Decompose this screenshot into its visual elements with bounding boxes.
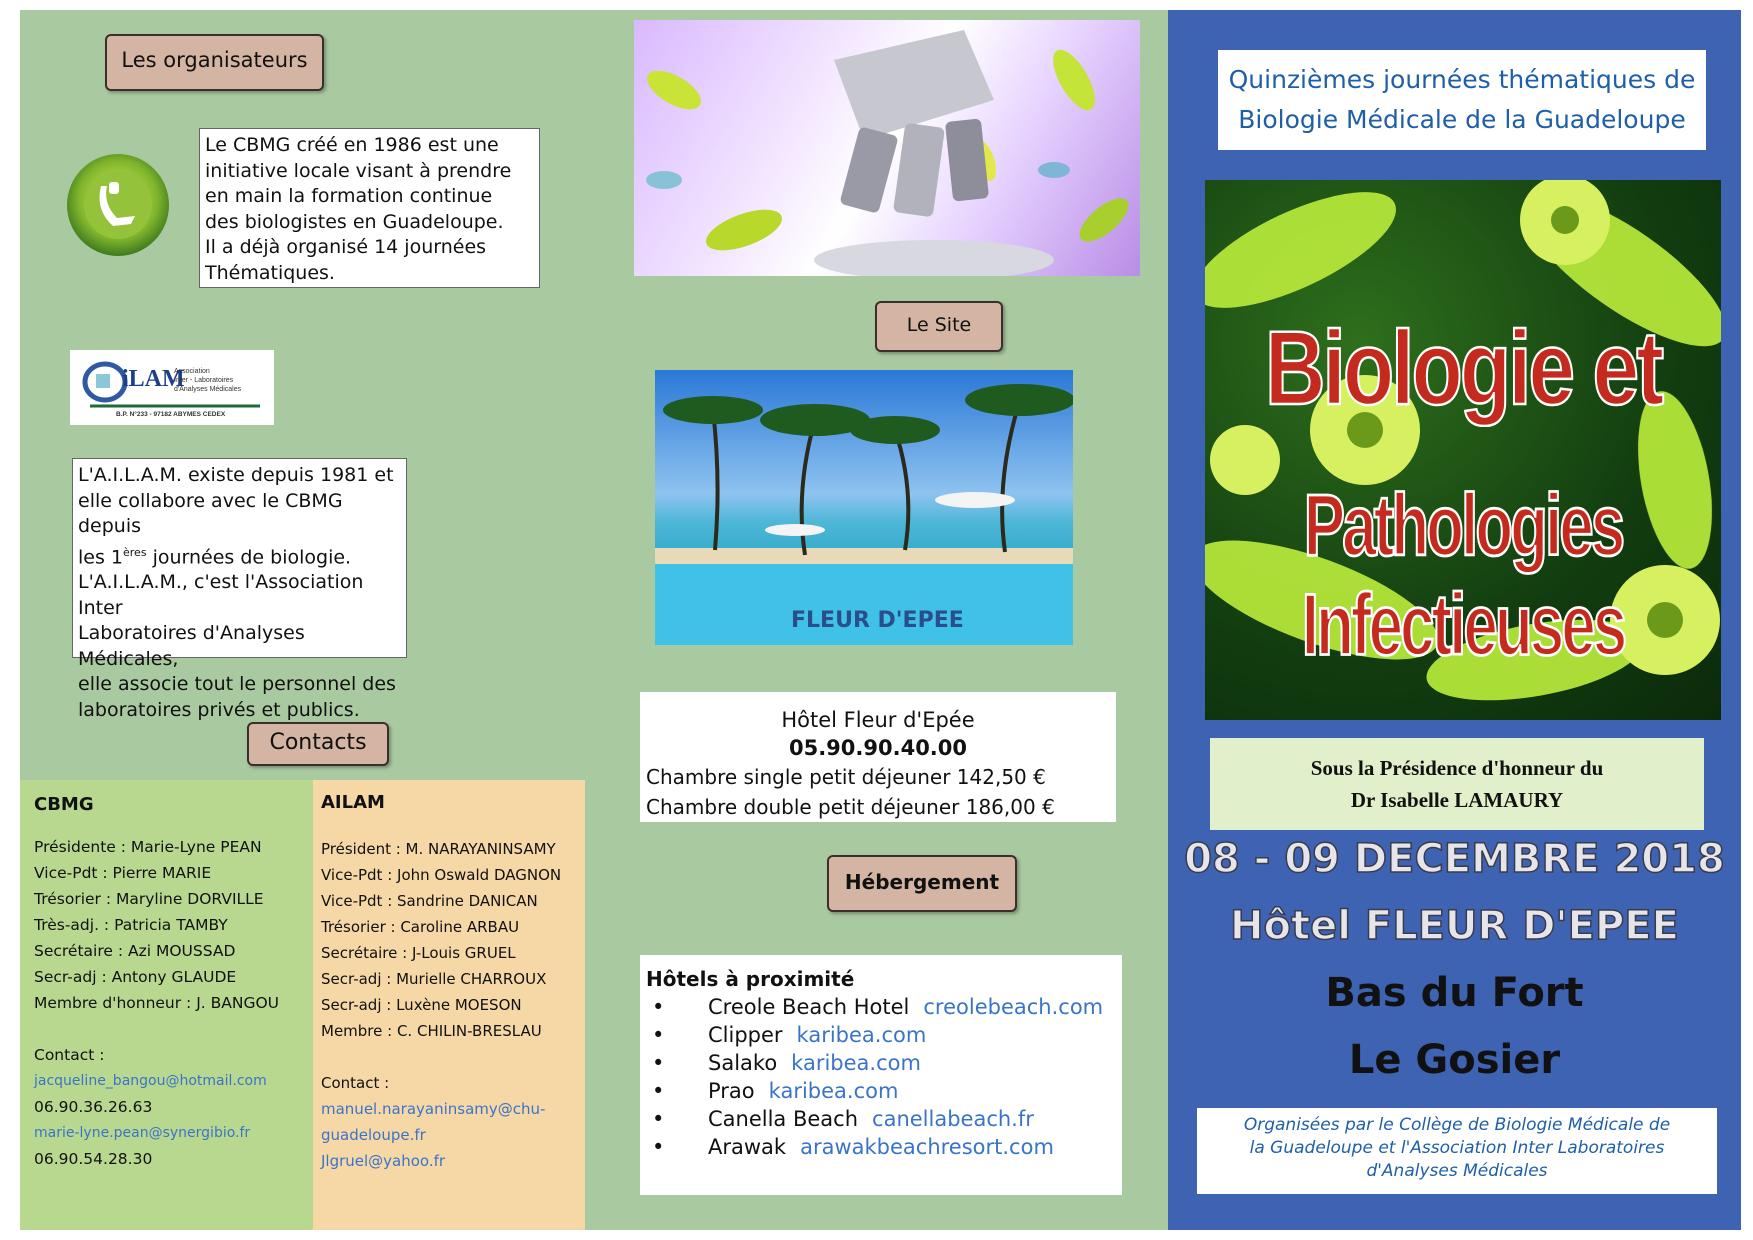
- email-link[interactable]: manuel.narayaninsamy@chu-: [321, 1100, 546, 1118]
- organisers-note-line: Organisées par le Collège de Biologie Médicale de: [1243, 1115, 1671, 1135]
- member-line: Secr-adj : Luxène MOESON: [321, 996, 522, 1014]
- email-link[interactable]: Jlgruel@yahoo.fr: [321, 1152, 446, 1170]
- bacteria-image: [1205, 180, 1721, 720]
- cbmg-description: [199, 128, 540, 288]
- ailam-text-line: [78, 540, 401, 571]
- ailam-text-line: L'A.I.L.A.M., c'est l'Association Inter: [78, 571, 364, 619]
- list-item: • Clipper karibea.com: [652, 1023, 927, 1047]
- member-line: Très-adj. : Patricia TAMBY: [34, 916, 228, 934]
- hotel-name: Prao: [708, 1079, 755, 1103]
- list-item: • Prao karibea.com: [652, 1079, 899, 1103]
- ailam-text-line: elle collabore avec le CBMG depuis: [78, 489, 343, 537]
- event-place: Bas du Fort: [1325, 970, 1584, 1016]
- nearby-hotels-title: Hôtels à proximité: [646, 967, 855, 991]
- event-dates: 08 - 09 DECEMBRE 2018: [1184, 836, 1725, 882]
- organisers-note-line: la Guadeloupe et l'Association Inter Laboratoires: [1249, 1138, 1665, 1158]
- contact-label: Contact :: [34, 1046, 105, 1064]
- hotel-info: [640, 692, 1116, 822]
- phone-number: 06.90.36.26.63: [34, 1098, 153, 1116]
- member-line: Membre d'honneur : J. BANGOU: [34, 994, 280, 1012]
- room-price-double: Chambre double petit déjeuner 186,00 €: [646, 795, 1055, 819]
- cbmg-text-line: Thématiques.: [205, 261, 335, 284]
- hotel-name: Clipper: [708, 1023, 783, 1047]
- ailam-logo: [70, 350, 274, 425]
- organizers-tag: Les organisateurs: [105, 34, 324, 91]
- site-tag: Le Site: [875, 301, 1003, 352]
- member-line: Trésorier : Caroline ARBAU: [321, 918, 520, 936]
- ailam-text-part: journées de biologie.: [146, 545, 352, 568]
- email-link[interactable]: marie-lyne.pean@synergibio.fr: [34, 1125, 251, 1141]
- hotel-name: Hôtel Fleur d'Epée: [781, 708, 975, 732]
- member-line: Membre : C. CHILIN-BRESLAU: [321, 1022, 542, 1040]
- hotel-name: Salako: [708, 1051, 778, 1075]
- member-line: Trésorier : Maryline DORVILLE: [34, 890, 264, 908]
- hotel-website-link[interactable]: karibea.com: [791, 1051, 921, 1075]
- email-link[interactable]: guadeloupe.fr: [321, 1126, 426, 1144]
- list-item: • Salako karibea.com: [652, 1051, 921, 1075]
- hotel-photo: [655, 370, 1073, 645]
- hotel-photo-logo: FLEUR D'EPEE: [791, 608, 964, 633]
- hotel-website-link[interactable]: karibea.com: [768, 1079, 899, 1103]
- hotel-website-link[interactable]: creolebeach.com: [923, 995, 1104, 1019]
- ailam-logo-sub: Inter - Laboratoires: [174, 377, 234, 384]
- ailam-description: [72, 458, 407, 721]
- contact-label: Contact :: [321, 1074, 390, 1092]
- cbmg-members-list: [34, 834, 279, 1172]
- ailam-text-part: les 1: [78, 545, 123, 568]
- ailam-logo-main: iLAM: [122, 366, 185, 392]
- honorary-president-line: Dr Isabelle LAMAURY: [1350, 788, 1564, 812]
- organisers-note-line: d'Analyses Médicales: [1366, 1161, 1548, 1181]
- member-line: Vice-Pdt : Sandrine DANICAN: [321, 892, 538, 910]
- phone-number: 06.90.54.28.30: [34, 1150, 153, 1168]
- ailam-members-list: [321, 836, 561, 1174]
- member-line: Secr-adj : Antony GLAUDE: [34, 968, 237, 986]
- email-link[interactable]: jacqueline_bangou@hotmail.com: [34, 1073, 267, 1089]
- list-item: • Creole Beach Hotel creolebeach.com: [652, 995, 1104, 1019]
- cbmg-text-line: en main la formation continue: [205, 185, 493, 207]
- ailam-text-line: Laboratoires d'Analyses Médicales,: [78, 622, 305, 670]
- cbmg-text-line: initiative locale visant à prendre: [205, 159, 512, 182]
- title-line-2: Pathologies Infectieuses: [1301, 478, 1625, 674]
- cbmg-text-line: des biologistes en Guadeloupe.: [205, 210, 504, 233]
- member-line: Vice-Pdt : John Oswald DAGNON: [321, 866, 562, 884]
- hotel-name: Creole Beach Hotel: [708, 995, 910, 1019]
- hotel-phone: 05.90.90.40.00: [788, 736, 968, 760]
- cbmg-logo: [65, 152, 171, 258]
- room-price-single: Chambre single petit déjeuner 142,50 €: [646, 765, 1046, 789]
- ailam-logo-sub: d'Analyses Médicales: [174, 386, 242, 393]
- cover-panel: [1168, 10, 1741, 1230]
- member-line: Président : M. NARAYANINSAMY: [321, 840, 556, 858]
- nearby-hotels: [640, 955, 1122, 1195]
- hotel-name: Canella Beach: [708, 1107, 859, 1131]
- list-item: • Arawak arawakbeachresort.com: [652, 1135, 1054, 1159]
- honorary-president-line: Sous la Présidence d'honneur du: [1310, 756, 1604, 780]
- honorary-president: [1210, 738, 1704, 830]
- ailam-logo-address: B.P. N°233 - 97182 ABYMES CEDEX: [116, 411, 226, 418]
- member-line: Secrétaire : Azi MOUSSAD: [34, 942, 236, 960]
- event-heading-line: Quinzièmes journées thématiques de: [1228, 65, 1696, 94]
- hotel-website-link[interactable]: arawakbeachresort.com: [800, 1135, 1054, 1159]
- member-line: Secrétaire : J-Louis GRUEL: [321, 944, 516, 962]
- lodging-tag: Hébergement: [827, 855, 1017, 912]
- hotel-name: Arawak: [708, 1135, 787, 1159]
- microscope-image: [634, 20, 1140, 276]
- cbmg-text-line: Le CBMG créé en 1986 est une: [205, 134, 499, 156]
- ailam-logo-sub: Association: [174, 368, 210, 375]
- organisers-note: [1197, 1108, 1717, 1194]
- title-line-1: Biologie et: [1264, 309, 1662, 427]
- contacts-tag: Contacts: [247, 722, 389, 766]
- member-line: Vice-Pdt : Pierre MARIE: [34, 864, 212, 882]
- list-item: • Canella Beach canellabeach.fr: [652, 1107, 1034, 1131]
- ailam-text-superscript: ères: [123, 545, 147, 559]
- ailam-text-line: elle associe tout le personnel des: [78, 673, 396, 696]
- member-line: Présidente : Marie-Lyne PEAN: [34, 838, 262, 856]
- event-heading: [1218, 50, 1706, 150]
- hotel-website-link[interactable]: canellabeach.fr: [872, 1107, 1034, 1131]
- cbmg-contacts: [20, 780, 313, 1230]
- cbmg-text-line: Il a déjà organisé 14 journées: [205, 236, 487, 258]
- venue-panel: [585, 10, 1168, 1230]
- event-city: Le Gosier: [1348, 1037, 1561, 1083]
- cbmg-contacts-title: CBMG: [34, 794, 94, 815]
- ailam-contacts: [313, 780, 585, 1230]
- event-venue: Hôtel FLEUR D'EPEE: [1230, 903, 1679, 949]
- ailam-text-line: L'A.I.L.A.M. existe depuis 1981 et: [78, 464, 394, 486]
- ailam-text-line: laboratoires privés et publics.: [78, 698, 360, 721]
- organizers-panel: [20, 10, 585, 1230]
- member-line: Secr-adj : Murielle CHARROUX: [321, 970, 547, 988]
- event-heading-line: Biologie Médicale de la Guadeloupe: [1238, 105, 1686, 134]
- ailam-contacts-title: AILAM: [321, 792, 385, 813]
- hotel-website-link[interactable]: karibea.com: [796, 1023, 927, 1047]
